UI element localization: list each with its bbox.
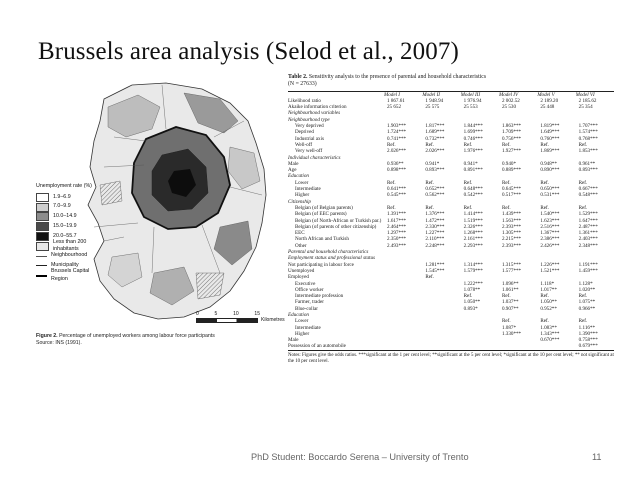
table-cell: 1.819*** (540, 123, 560, 130)
table-cell: 25 530 (501, 104, 516, 111)
row-label: Likelihood ratio (288, 97, 321, 104)
row-label: Intermediate (295, 324, 321, 331)
table-cell: 2.330*** (425, 223, 445, 230)
table-cell: 1.647*** (578, 217, 598, 224)
row-label: North African and Turkish (295, 236, 349, 243)
table-cell: 1.817*** (425, 123, 445, 130)
figure-caption: Figure 2. Percentage of unemployed workers among labour force participants Source: INS (1991). (36, 333, 215, 346)
row-label: Other (295, 242, 307, 249)
table-cell: 1.191*** (578, 261, 598, 268)
table-cell: Ref. (463, 293, 473, 300)
table-cell: 2.248*** (425, 242, 445, 249)
table-cell: 1.579*** (463, 267, 483, 274)
table-cell: 1.649*** (540, 129, 560, 136)
table-cell: 1.078** (463, 286, 481, 293)
table-cell: 0.898*** (387, 167, 407, 174)
row-label: Higher (295, 330, 310, 337)
map-scale-bar: 0 5 10 15 Kilometres (196, 311, 285, 323)
table-cell: 0.542*** (463, 192, 483, 199)
table-cell: 0.746*** (463, 135, 483, 142)
column-header: Model IV (498, 91, 519, 98)
table-cell: 1.227*** (425, 230, 445, 237)
table-cell: 1.116** (578, 324, 596, 331)
legend-item: 10.0–14.9 (36, 212, 106, 222)
table-cell: 1.037** (501, 299, 519, 306)
table-cell: Ref. (387, 141, 396, 148)
table-cell: 2.393*** (501, 223, 522, 230)
table-cell: 1.577*** (501, 267, 522, 274)
table-cell: 1.050** (540, 299, 557, 306)
table-cell: 2.464*** (387, 223, 407, 230)
table-cell: 1.519*** (463, 217, 483, 224)
table-cell: 1.707*** (578, 123, 598, 130)
table-cell: 1.096** (501, 280, 519, 287)
table-cell: 1.976*** (463, 148, 483, 155)
table-cell: 2.026*** (425, 148, 445, 155)
table-cell: 0.650*** (540, 186, 560, 193)
table-cell: 1.020** (578, 286, 596, 293)
table-cell: 0.889*** (501, 167, 522, 174)
row-label: Belgian (of EEC parents) (295, 211, 347, 218)
row-label: Very deprived (295, 123, 324, 130)
table-cell: 1.709*** (501, 129, 522, 136)
table-cell: 1.521*** (540, 267, 560, 274)
table-cell: 0.760*** (540, 135, 560, 142)
table-cell: 1.390*** (578, 330, 598, 337)
table-notes: Notes: Figures give the odds ratios. ***significant at the 1 per cent level; **significant at the 5 per cent level; *significant at the 10 per cent level; ** not significant at the 10 per cent level. (288, 352, 614, 364)
table-cell: 0.941* (463, 160, 478, 167)
legend-item: 1.9–6.9 (36, 192, 106, 202)
table-cell: Ref. (463, 179, 473, 186)
table-cell: 1.343*** (540, 330, 560, 337)
table-cell: Ref. (501, 293, 511, 300)
sensitivity-table (288, 74, 614, 442)
row-label: Not participating in labour force (288, 261, 354, 268)
table-cell: 0.679*** (578, 343, 598, 350)
table-cell: Ref. (425, 274, 434, 281)
table-cell: 1.305*** (501, 230, 522, 237)
table-cell: 2.161*** (463, 236, 483, 243)
table-cell: 1.439*** (501, 211, 522, 218)
table-cell: 2.026*** (387, 148, 407, 155)
table-cell: 2.348*** (578, 242, 598, 249)
table-cell: 1.903*** (387, 123, 407, 130)
table-cell: 1.574*** (578, 129, 598, 136)
column-header: Model II (422, 91, 441, 98)
table-cell: 1.083** (540, 324, 557, 331)
table-cell: 2.386*** (540, 236, 560, 243)
table-cell: 0.756*** (501, 135, 522, 142)
table-cell: 2.493*** (387, 242, 407, 249)
column-header: Model III (460, 91, 481, 98)
row-label: Education (288, 173, 309, 180)
table-cell: 1.075** (578, 299, 596, 306)
table-cell: 0.948** (540, 160, 557, 167)
table-cell: 1.844*** (463, 123, 483, 130)
table-cell: 0.652*** (425, 186, 445, 193)
table-cell: 1.315*** (501, 261, 522, 268)
row-label: Higher (295, 192, 310, 199)
table-cell: Ref. (425, 141, 434, 148)
legend-line-item: Neighbourhood (36, 251, 106, 261)
row-label: Employed (288, 274, 309, 281)
table-cell: 2.426*** (540, 242, 560, 249)
table-cell: 0.670*** (540, 337, 560, 344)
row-label: Education (288, 311, 309, 318)
row-label: Blue-collar (295, 305, 318, 312)
table-cell: 1.017** (540, 286, 557, 293)
table-cell: 1.268*** (463, 230, 483, 237)
table-cell: Ref. (463, 141, 473, 148)
table-cell: 0.952** (540, 305, 557, 312)
table-cell: Ref. (540, 179, 549, 186)
row-label: Intermediate (295, 186, 321, 193)
table-cell: Ref. (501, 179, 511, 186)
table-cell: 1.689*** (425, 129, 445, 136)
table-cell: 1.623*** (540, 217, 560, 224)
row-label: Age (288, 167, 297, 174)
table-cell: 1.118* (540, 280, 555, 287)
table-cell: 0.890*** (540, 167, 560, 174)
table-cell: 0.936** (387, 160, 404, 167)
table-cell: 0.641*** (387, 186, 407, 193)
table-cell: 1.050** (463, 299, 481, 306)
table-cell: Ref. (501, 318, 511, 325)
table-cell: Ref. (540, 204, 549, 211)
table-cell: 2.516*** (540, 223, 560, 230)
table-cell: 1.314*** (463, 261, 483, 268)
table-cell: 1.361*** (578, 230, 598, 237)
row-label: Possession of an automobile (288, 343, 346, 350)
table-cell: 1 976.94 (463, 97, 482, 104)
table-caption: Table 2. Sensitivity analysis to the presence of parental and household characteristics (N = 27633) (288, 74, 487, 87)
table-cell: 1 867.61 (387, 97, 405, 104)
table-cell: Ref. (387, 179, 396, 186)
table-cell: 1.617*** (387, 217, 407, 224)
row-label: Very well-off (295, 148, 323, 155)
table-cell: 1.222*** (463, 280, 483, 287)
table-cell: Ref. (501, 141, 511, 148)
table-cell: 0.732*** (425, 135, 445, 142)
table-cell: Ref. (540, 318, 549, 325)
table-cell: Ref. (463, 204, 473, 211)
row-label: Belgian (of Belgian parents) (295, 204, 353, 211)
table-cell: 1.540*** (540, 211, 560, 218)
legend-item: Less than 200 inhabitants (36, 241, 106, 251)
table-cell: 0.667*** (578, 186, 598, 193)
table-cell: 1.724*** (387, 129, 407, 136)
table-cell: 25 354 (578, 104, 593, 111)
table-cell: 25 448 (540, 104, 555, 111)
table-cell: 1.128* (578, 280, 593, 287)
table-cell: Ref. (578, 141, 588, 148)
row-label: Male (288, 337, 299, 344)
table-cell: 1.391*** (387, 211, 407, 218)
table-cell: 1 948.94 (425, 97, 444, 104)
table-cell: 0.758*** (578, 337, 598, 344)
table-cell: 1.459*** (578, 267, 598, 274)
table-cell: 1.281*** (425, 261, 445, 268)
row-label: Neighbourhood type (288, 116, 330, 123)
row-label: Employment status and professional status (288, 255, 375, 262)
table-cell: 0.961** (578, 160, 596, 167)
map-legend (36, 183, 106, 281)
table-cell: 0.768*** (578, 135, 598, 142)
row-label: Akaike information criterion (288, 104, 347, 111)
table-cell: 0.741*** (387, 135, 407, 142)
table-cell: 0.548*** (578, 192, 598, 199)
table-cell: 0.531*** (540, 192, 560, 199)
table-cell: 1.330*** (501, 330, 522, 337)
column-header: Model V (537, 91, 555, 98)
table-cell: 1.863*** (501, 123, 522, 130)
table-cell: 0.941* (425, 160, 440, 167)
table-cell: 1.061** (501, 286, 519, 293)
row-label: Office worker (295, 286, 324, 293)
table-cell: Ref. (578, 179, 588, 186)
row-label: Lower (295, 318, 309, 325)
table-cell: Ref. (387, 204, 396, 211)
table-cell: 0.645*** (501, 186, 522, 193)
row-label: Citizenship (288, 198, 311, 205)
legend-title: Unemployment rate (%) (36, 183, 92, 189)
legend-line-item: Brussels Capital Region (36, 271, 106, 281)
table-cell: 1.472*** (425, 217, 445, 224)
table-cell: 2 185.62 (578, 97, 597, 104)
column-header: Model VI (575, 91, 595, 98)
table-cell: Ref. (540, 293, 549, 300)
table-cell: 2.110*** (425, 236, 445, 243)
table-cell: 0.562*** (425, 192, 445, 199)
row-label: Belgian (of parents of other citizenship) (295, 223, 377, 230)
table-cell: 2.326*** (463, 223, 483, 230)
table-cell: Ref. (501, 204, 511, 211)
legend-item: 15.0–19.9 (36, 222, 106, 232)
table-cell: Ref. (540, 141, 549, 148)
table-cell: 1.853*** (578, 148, 598, 155)
row-label: Intermediate profession (295, 293, 344, 300)
table-cell: 1.297*** (387, 230, 407, 237)
table-cell: 0.517*** (501, 192, 522, 199)
column-header: Model I (384, 91, 400, 98)
table-cell: 2 002.52 (501, 97, 520, 104)
table-cell: Ref. (425, 179, 434, 186)
row-label: Belgian (of North-African or Turkish par.) (295, 217, 382, 224)
table-cell: 1.563*** (501, 217, 522, 224)
row-label: Deprived (295, 129, 314, 136)
table-cell: 0.893*** (425, 167, 445, 174)
row-label: Industrial axis (295, 135, 325, 142)
regression-table (288, 92, 614, 350)
table-cell: 2 189.20 (540, 97, 559, 104)
legend-item: 7.0–9.9 (36, 202, 106, 212)
table-cell: 1.699*** (463, 129, 483, 136)
legend-item: 20.0–55.7 (36, 232, 106, 242)
row-label: Parental and household characteristics (288, 249, 369, 256)
row-label: Well-off (295, 141, 313, 148)
row-label: Unemployed (288, 267, 315, 274)
table-cell: 1.529*** (578, 211, 598, 218)
table-cell: 2.350*** (387, 236, 407, 243)
table-cell: 1.414*** (463, 211, 483, 218)
table-cell: 1.927*** (501, 148, 522, 155)
table-cell: 25 575 (425, 104, 440, 111)
table-cell: 0.907** (501, 305, 519, 312)
table-cell: Ref. (578, 204, 588, 211)
table-cell: 1.545*** (425, 267, 445, 274)
row-label: Lower (295, 179, 309, 186)
table-cell: 1.869*** (540, 148, 560, 155)
table-cell: 1.087* (501, 324, 516, 331)
table-cell: 2.293*** (463, 242, 483, 249)
row-label: Neighbourhood variables (288, 110, 341, 117)
table-cell: 2.403*** (578, 236, 598, 243)
slide-title: Brussels area analysis (Selod et al., 2007) (38, 38, 459, 65)
table-cell: 1.367*** (540, 230, 560, 237)
table-cell: 0.545*** (387, 192, 407, 199)
table-cell: 2.215*** (501, 236, 522, 243)
table-cell: Ref. (425, 204, 434, 211)
table-cell: 2.393*** (501, 242, 522, 249)
table-cell: 0.893*** (578, 167, 598, 174)
table-cell: 0.893* (463, 305, 478, 312)
row-label: Individual characteristics (288, 154, 341, 161)
table-cell: 2.487*** (578, 223, 598, 230)
row-label: Farmer, trader (295, 299, 324, 306)
table-cell: 25 553 (463, 104, 478, 111)
hatched-area (196, 273, 224, 299)
table-cell: 1.376*** (425, 211, 445, 218)
row-label: Executive (295, 280, 316, 287)
table-cell: 25 652 (387, 104, 402, 111)
table-cell: 0.891*** (463, 167, 483, 174)
table-cell: 0.648*** (463, 186, 483, 193)
slide-footer: PhD Student: Boccardo Serena – University of Trento (251, 452, 469, 462)
table-cell: Ref. (578, 293, 588, 300)
row-label: Male (288, 160, 299, 167)
row-label: EEC (295, 230, 305, 237)
legend-line-item: Municipality (36, 261, 106, 271)
table-cell: 1.226*** (540, 261, 560, 268)
table-cell: 0.940* (501, 160, 516, 167)
page-number: 11 (592, 452, 602, 462)
table-cell: Ref. (578, 318, 588, 325)
table-cell: 0.966** (578, 305, 596, 312)
